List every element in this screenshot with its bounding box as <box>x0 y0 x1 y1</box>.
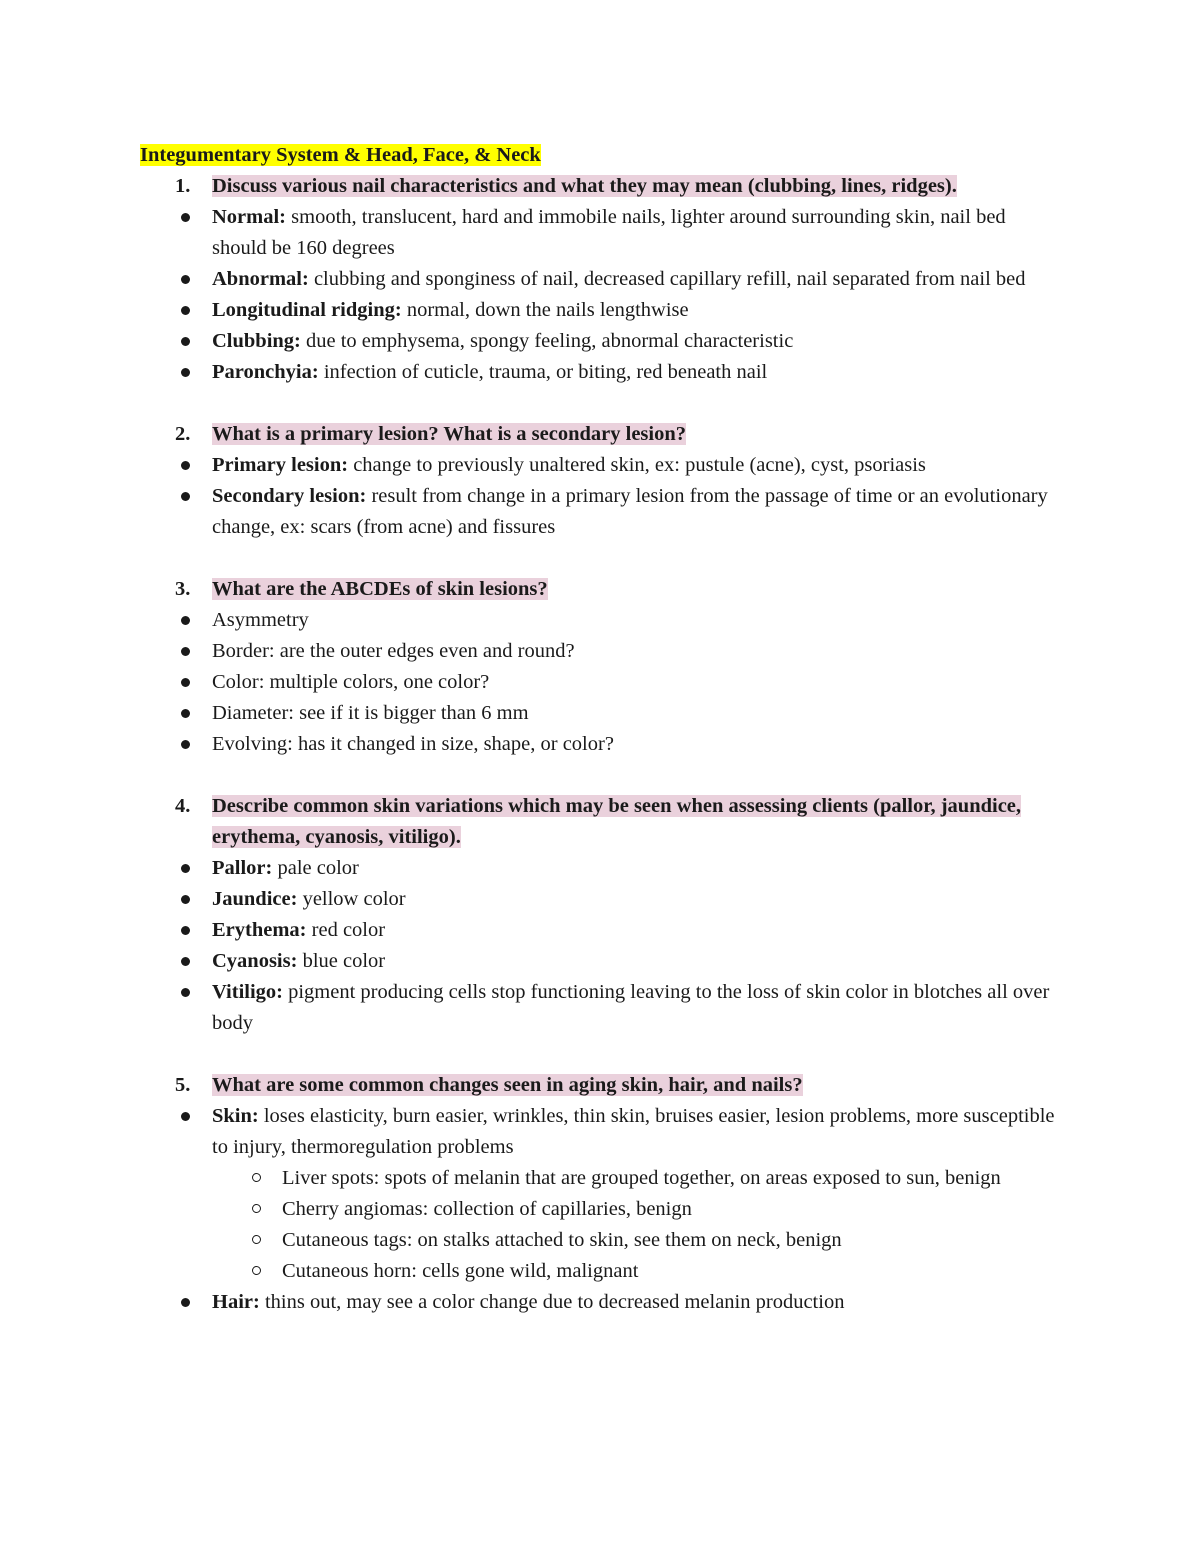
question-number: 1. <box>175 175 191 197</box>
hollow-bullet-icon <box>252 1266 261 1275</box>
item-text: Evolving: has it changed in size, shape, or color? <box>212 733 614 755</box>
item-text: clubbing and sponginess of nail, decreased capillary refill, nail separated from nail bed <box>308 268 1026 290</box>
bullet-icon <box>181 337 190 346</box>
sub-list-item <box>140 1194 1060 1225</box>
bullet-icon <box>181 647 190 656</box>
list-item <box>140 357 1060 388</box>
item-term: Longitudinal ridging: <box>212 299 402 321</box>
question-number: 4. <box>175 795 191 817</box>
bullet-icon <box>181 368 190 377</box>
item-text: yellow color <box>297 888 406 910</box>
list-item <box>140 295 1060 326</box>
question-number: 3. <box>175 578 191 600</box>
item-term: Normal: <box>212 206 287 228</box>
question-row <box>140 1070 1060 1101</box>
question-text: What is a primary lesion? What is a secondary lesion? <box>212 423 686 445</box>
item-text: Color: multiple colors, one color? <box>212 671 490 693</box>
question-text: Discuss various nail characteristics and what they may mean (clubbing, lines, ridges). <box>212 175 957 197</box>
item-term: Cyanosis: <box>212 950 298 972</box>
hollow-bullet-icon <box>252 1204 261 1213</box>
item-text: red color <box>306 919 386 941</box>
bullet-icon <box>181 1298 190 1307</box>
item-term: Paronchyia: <box>212 361 319 383</box>
section-1 <box>140 171 1060 388</box>
bullet-icon <box>181 895 190 904</box>
question-text: Describe common skin variations which may be seen when assessing clients (pallor, jaundice, erythema, cyanosis, vitiligo). <box>212 795 1022 848</box>
list-item <box>140 264 1060 295</box>
hollow-bullet-icon <box>252 1173 261 1182</box>
question-row <box>140 791 1060 853</box>
item-term: Vitiligo: <box>212 981 283 1003</box>
list-item <box>140 853 1060 884</box>
section-3 <box>140 574 1060 760</box>
sub-item-text: Cherry angiomas: collection of capillaries, benign <box>282 1198 692 1220</box>
item-text: result from change in a primary lesion from the passage of time or an evolutionary change, ex: scars (from acne) and fissures <box>212 485 1048 538</box>
bullet-icon <box>181 492 190 501</box>
sub-item-text: Cutaneous horn: cells gone wild, malignant <box>282 1260 639 1282</box>
list-item <box>140 946 1060 977</box>
section-5 <box>140 1070 1060 1318</box>
document-page <box>140 140 1060 1318</box>
list-item <box>140 636 1060 667</box>
list-item <box>140 326 1060 357</box>
title-line <box>140 140 1060 171</box>
question-number: 2. <box>175 423 191 445</box>
item-text: pale color <box>272 857 359 879</box>
list-item <box>140 202 1060 264</box>
item-term: Jaundice: <box>212 888 298 910</box>
item-text: Diameter: see if it is bigger than 6 mm <box>212 702 529 724</box>
sub-item-text: Cutaneous tags: on stalks attached to skin, see them on neck, benign <box>282 1229 842 1251</box>
item-text: loses elasticity, burn easier, wrinkles, thin skin, bruises easier, lesion problems, more susceptible to injury, thermoregulation problems <box>212 1105 1055 1158</box>
list-item <box>140 977 1060 1039</box>
item-term: Hair: <box>212 1291 260 1313</box>
bullet-icon <box>181 1112 190 1121</box>
list-item <box>140 450 1060 481</box>
sub-list-item <box>140 1225 1060 1256</box>
bullet-icon <box>181 461 190 470</box>
item-term: Secondary lesion: <box>212 485 367 507</box>
spacer <box>140 1039 1060 1070</box>
bullet-icon <box>181 616 190 625</box>
question-text: What are some common changes seen in aging skin, hair, and nails? <box>212 1074 803 1096</box>
section-2 <box>140 419 1060 543</box>
sub-list-item <box>140 1163 1060 1194</box>
item-text: Asymmetry <box>212 609 309 631</box>
bullet-icon <box>181 864 190 873</box>
bullet-icon <box>181 957 190 966</box>
item-term: Abnormal: <box>212 268 309 290</box>
bullet-icon <box>181 306 190 315</box>
spacer <box>140 543 1060 574</box>
list-item <box>140 729 1060 760</box>
bullet-icon <box>181 678 190 687</box>
list-item <box>140 1287 1060 1318</box>
list-item <box>140 1101 1060 1163</box>
list-item <box>140 915 1060 946</box>
sub-item-text: Liver spots: spots of melanin that are grouped together, on areas exposed to sun, benign <box>282 1167 1001 1189</box>
question-row <box>140 171 1060 202</box>
bullet-icon <box>181 275 190 284</box>
item-text: blue color <box>297 950 386 972</box>
bullet-icon <box>181 988 190 997</box>
document-title: Integumentary System & Head, Face, & Neck <box>140 144 541 166</box>
question-text: What are the ABCDEs of skin lesions? <box>212 578 548 600</box>
item-text: pigment producing cells stop functioning leaving to the loss of skin color in blotches all over body <box>212 981 1050 1034</box>
item-text: thins out, may see a color change due to decreased melanin production <box>259 1291 845 1313</box>
item-text: change to previously unaltered skin, ex: pustule (acne), cyst, psoriasis <box>348 454 926 476</box>
item-text: smooth, translucent, hard and immobile nails, lighter around surrounding skin, nail bed should be 160 degrees <box>212 206 1006 259</box>
item-term: Skin: <box>212 1105 259 1127</box>
sub-list-item <box>140 1256 1060 1287</box>
item-text: infection of cuticle, trauma, or biting, red beneath nail <box>318 361 768 383</box>
question-row <box>140 419 1060 450</box>
bullet-icon <box>181 740 190 749</box>
bullet-icon <box>181 926 190 935</box>
question-number: 5. <box>175 1074 191 1096</box>
item-text: Border: are the outer edges even and round? <box>212 640 575 662</box>
section-4 <box>140 791 1060 1039</box>
item-term: Pallor: <box>212 857 273 879</box>
spacer <box>140 388 1060 419</box>
item-term: Erythema: <box>212 919 307 941</box>
list-item <box>140 605 1060 636</box>
item-text: normal, down the nails lengthwise <box>401 299 689 321</box>
list-item <box>140 884 1060 915</box>
question-row <box>140 574 1060 605</box>
hollow-bullet-icon <box>252 1235 261 1244</box>
item-term: Primary lesion: <box>212 454 349 476</box>
list-item <box>140 698 1060 729</box>
bullet-icon <box>181 213 190 222</box>
spacer <box>140 760 1060 791</box>
list-item <box>140 667 1060 698</box>
item-text: due to emphysema, spongy feeling, abnormal characteristic <box>300 330 794 352</box>
bullet-icon <box>181 709 190 718</box>
item-term: Clubbing: <box>212 330 301 352</box>
list-item <box>140 481 1060 543</box>
